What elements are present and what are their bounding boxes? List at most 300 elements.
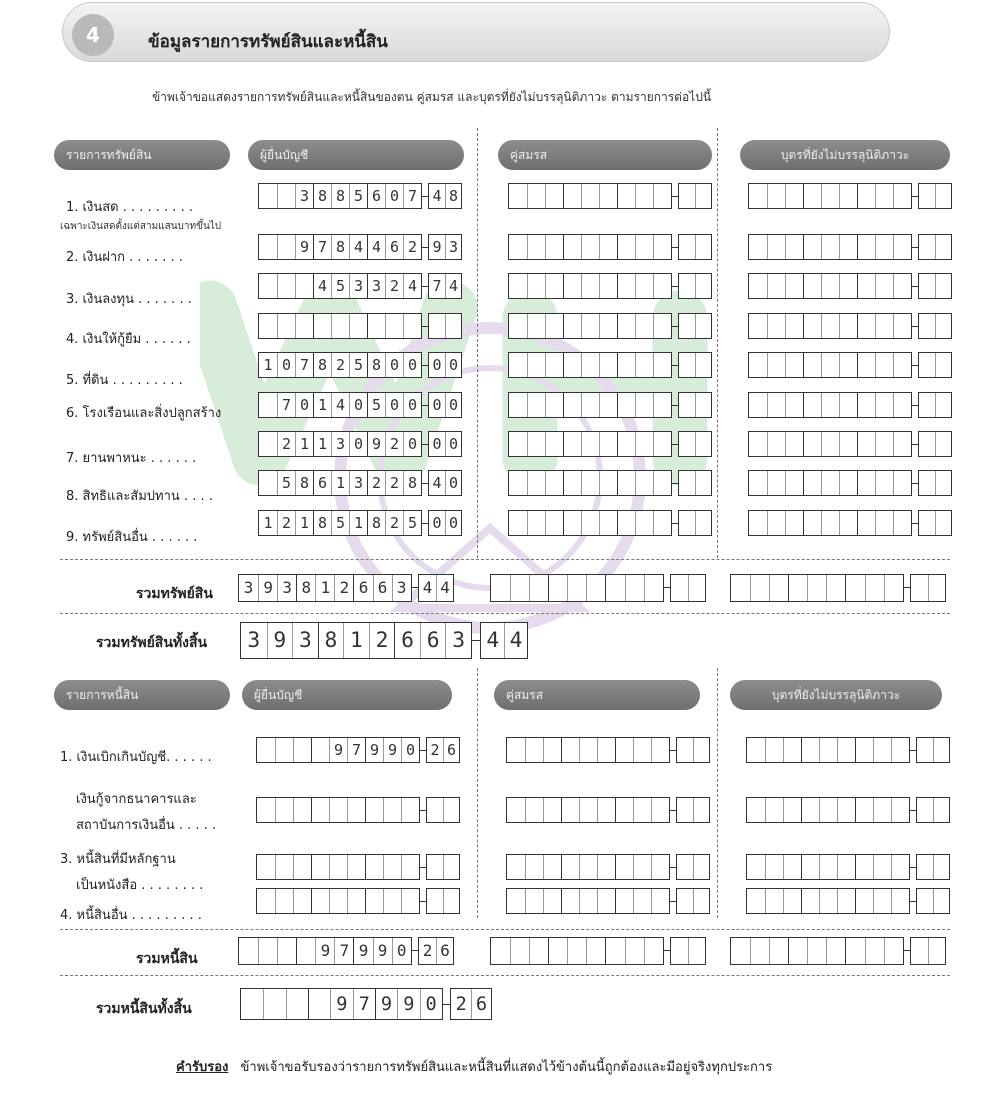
satang-digit-boxes[interactable] xyxy=(426,854,460,880)
digit-cell xyxy=(653,393,671,417)
baht-digit-boxes[interactable] xyxy=(258,234,422,260)
digit-cell xyxy=(509,511,527,535)
digit-cell xyxy=(837,738,855,762)
satang-digit-boxes[interactable] xyxy=(918,273,952,299)
digit-cell: 4 xyxy=(432,474,442,492)
satang-digit-boxes[interactable] xyxy=(428,431,462,457)
spouse-liabilities-total[interactable] xyxy=(490,937,706,965)
baht-digit-boxes[interactable] xyxy=(508,273,672,299)
baht-digit-boxes[interactable] xyxy=(730,937,904,965)
digit-cell xyxy=(365,889,383,913)
liabilities-grand-total-label: รวมหนี้สินทั้งสิ้น xyxy=(96,1001,192,1017)
filer-liabilities-total[interactable] xyxy=(238,937,454,965)
digit-cell xyxy=(347,855,365,879)
liability-row-label: 4. หนี้สินอื่น . . . . . . . . . xyxy=(60,908,202,923)
baht-digit-boxes[interactable] xyxy=(256,888,420,914)
digit-cell xyxy=(561,798,579,822)
digit-cell xyxy=(677,855,693,879)
digit-cell xyxy=(597,798,615,822)
filer-liability-amount[interactable] xyxy=(256,854,460,880)
digit-cell xyxy=(257,798,275,822)
digit-cell xyxy=(677,798,693,822)
satang-digit-boxes[interactable] xyxy=(428,313,462,339)
satang-digit-boxes[interactable] xyxy=(678,352,712,378)
spouse-liability-amount[interactable] xyxy=(506,737,710,763)
filer-liability-amount[interactable] xyxy=(256,797,460,823)
spouse-asset-amount[interactable] xyxy=(508,273,712,299)
satang-digit-boxes[interactable] xyxy=(676,888,710,914)
digit-cell xyxy=(873,855,891,879)
assets-col-children: บุตรที่ยังไม่บรรลุนิติภาวะ xyxy=(740,140,950,170)
digit-cell xyxy=(510,575,529,601)
baht-digit-boxes[interactable] xyxy=(508,183,672,209)
digit-cell xyxy=(747,798,765,822)
spouse-liability-amount[interactable] xyxy=(506,797,710,823)
baht-digit-boxes[interactable] xyxy=(748,352,912,378)
certification-text: ข้าพเจ้าขอรับรองว่ารายการทรัพย์สินและหนี้สินที่แสดงไว้ข้างต้นนี้ถูกต้องและมีอยู่จริงทุกประการ xyxy=(240,1060,773,1075)
digit-cell xyxy=(688,575,705,601)
baht-digit-boxes[interactable] xyxy=(746,888,910,914)
baht-digit-boxes[interactable] xyxy=(506,888,670,914)
satang-digit-boxes[interactable] xyxy=(918,183,952,209)
satang-digit-boxes[interactable] xyxy=(916,797,950,823)
digit-cell xyxy=(277,314,295,338)
digit-cell: 5 xyxy=(331,511,349,535)
digit-cell xyxy=(563,184,581,208)
children-asset-amount[interactable] xyxy=(748,352,952,378)
filer-asset-amount[interactable] xyxy=(258,273,462,299)
baht-digit-boxes[interactable] xyxy=(508,352,672,378)
satang-digit-boxes[interactable] xyxy=(676,854,710,880)
digit-cell xyxy=(807,575,826,601)
baht-digit-boxes[interactable] xyxy=(490,937,664,965)
assets-grand-total[interactable] xyxy=(240,622,528,659)
filer-asset-amount[interactable] xyxy=(258,352,462,378)
digit-cell: 5 xyxy=(349,353,367,377)
spouse-assets-total[interactable] xyxy=(490,574,706,602)
digit-cell: 8 xyxy=(318,623,344,658)
digit-cell xyxy=(383,889,401,913)
satang-digit-boxes[interactable] xyxy=(428,510,462,536)
digit-cell: 0 xyxy=(385,353,403,377)
digit-cell xyxy=(875,274,893,298)
digit-cell xyxy=(785,314,803,338)
digit-cell xyxy=(783,889,801,913)
digit-cell xyxy=(919,471,935,495)
baht-digit-boxes[interactable] xyxy=(748,183,912,209)
baht-digit-boxes[interactable] xyxy=(506,737,670,763)
satang-digit-boxes[interactable] xyxy=(418,937,454,965)
spouse-asset-amount[interactable] xyxy=(508,183,712,209)
baht-digit-boxes[interactable] xyxy=(748,431,912,457)
satang-digit-boxes[interactable] xyxy=(426,888,460,914)
filer-asset-amount[interactable] xyxy=(258,431,462,457)
baht-digit-boxes[interactable] xyxy=(748,313,912,339)
digit-cell: 3 xyxy=(349,274,367,298)
digit-cell xyxy=(893,274,911,298)
satang-digit-boxes[interactable] xyxy=(678,392,712,418)
digit-cell: 0 xyxy=(403,353,421,377)
satang-digit-boxes[interactable] xyxy=(910,937,946,965)
baht-digit-boxes[interactable] xyxy=(748,510,912,536)
spouse-asset-amount[interactable] xyxy=(508,313,712,339)
digit-cell xyxy=(671,938,688,964)
baht-digit-boxes[interactable] xyxy=(508,234,672,260)
digit-cell xyxy=(855,798,873,822)
digit-cell xyxy=(919,235,935,259)
children-asset-amount[interactable] xyxy=(748,234,952,260)
children-asset-amount[interactable] xyxy=(748,392,952,418)
baht-digit-boxes[interactable] xyxy=(258,273,422,299)
digit-cell xyxy=(935,432,951,456)
baht-digit-boxes[interactable] xyxy=(240,988,443,1020)
baht-digit-boxes[interactable] xyxy=(256,797,420,823)
digit-cell xyxy=(679,314,695,338)
satang-digit-boxes[interactable] xyxy=(426,797,460,823)
digit-cell: 9 xyxy=(383,738,401,762)
digit-cell: 4 xyxy=(486,627,500,653)
digit-cell xyxy=(615,798,633,822)
children-asset-amount[interactable] xyxy=(748,183,952,209)
digit-cell xyxy=(563,471,581,495)
asset-row-label: 3. เงินลงทุน . . . . . . . xyxy=(66,292,192,307)
digit-cell xyxy=(819,889,837,913)
digit-cell xyxy=(893,511,911,535)
digit-cell xyxy=(873,798,891,822)
digit-cell xyxy=(839,314,857,338)
baht-digit-boxes[interactable] xyxy=(258,431,422,457)
digit-cell xyxy=(561,855,579,879)
digit-cell xyxy=(911,575,928,601)
digit-cell xyxy=(893,393,911,417)
digit-cell xyxy=(581,235,599,259)
digit-cell xyxy=(241,989,263,1019)
satang-digit-boxes[interactable] xyxy=(918,470,952,496)
digit-cell xyxy=(747,738,765,762)
digit-cell xyxy=(365,855,383,879)
digit-cell: 4 xyxy=(313,274,331,298)
digit-cell xyxy=(545,393,563,417)
children-asset-amount[interactable] xyxy=(748,273,952,299)
filer-asset-amount[interactable] xyxy=(258,392,462,418)
digit-cell xyxy=(875,314,893,338)
spouse-asset-amount[interactable] xyxy=(508,510,712,536)
digit-cell xyxy=(633,889,651,913)
digit-cell: 5 xyxy=(367,393,385,417)
digit-cell xyxy=(365,798,383,822)
digit-cell xyxy=(875,471,893,495)
digit-cell: 7 xyxy=(347,738,365,762)
digit-cell xyxy=(765,855,783,879)
spouse-asset-amount[interactable] xyxy=(508,392,712,418)
digit-cell xyxy=(839,393,857,417)
children-asset-amount[interactable] xyxy=(748,470,952,496)
digit-cell xyxy=(651,798,669,822)
spouse-asset-amount[interactable] xyxy=(508,431,712,457)
baht-digit-boxes[interactable] xyxy=(508,431,672,457)
digit-cell xyxy=(615,855,633,879)
digit-cell: 2 xyxy=(334,575,353,601)
digit-cell xyxy=(749,274,767,298)
satang-digit-boxes[interactable] xyxy=(676,797,710,823)
filer-asset-amount[interactable] xyxy=(258,234,462,260)
children-liability-amount[interactable] xyxy=(746,737,950,763)
satang-digit-boxes[interactable] xyxy=(676,737,710,763)
digit-cell xyxy=(857,353,875,377)
digit-cell xyxy=(873,889,891,913)
digit-cell xyxy=(293,738,311,762)
baht-digit-boxes[interactable] xyxy=(258,510,422,536)
digit-cell: 2 xyxy=(331,353,349,377)
asset-row-label: 4. เงินให้กู้ยืม . . . . . . xyxy=(66,332,191,347)
baht-digit-boxes[interactable] xyxy=(506,797,670,823)
baht-digit-boxes[interactable] xyxy=(746,797,910,823)
satang-digit-boxes[interactable] xyxy=(916,888,950,914)
digit-cell xyxy=(935,393,951,417)
baht-digit-boxes[interactable] xyxy=(238,937,412,965)
satang-digit-boxes[interactable] xyxy=(678,431,712,457)
satang-digit-boxes[interactable] xyxy=(678,470,712,496)
column-divider xyxy=(717,128,718,558)
assets-grand-total-label: รวมทรัพย์สินทั้งสิ้น xyxy=(96,635,208,651)
digit-cell xyxy=(857,432,875,456)
baht-digit-boxes[interactable] xyxy=(508,510,672,536)
satang-digit-boxes[interactable] xyxy=(678,234,712,260)
baht-digit-boxes[interactable] xyxy=(258,392,422,418)
baht-digit-boxes[interactable] xyxy=(730,574,904,602)
baht-digit-boxes[interactable] xyxy=(748,234,912,260)
children-liability-amount[interactable] xyxy=(746,854,950,880)
satang-digit-boxes[interactable] xyxy=(428,470,462,496)
satang-digit-boxes[interactable] xyxy=(678,273,712,299)
digit-cell xyxy=(579,855,597,879)
baht-digit-boxes[interactable] xyxy=(506,854,670,880)
satang-digit-boxes[interactable] xyxy=(916,854,950,880)
digit-cell xyxy=(695,314,711,338)
spouse-asset-amount[interactable] xyxy=(508,352,712,378)
satang-digit-boxes[interactable] xyxy=(918,392,952,418)
satang-digit-boxes[interactable] xyxy=(678,313,712,339)
digit-cell xyxy=(403,314,421,338)
section-number: 4 xyxy=(72,14,114,56)
satang-digit-boxes[interactable] xyxy=(428,234,462,260)
digit-cell xyxy=(839,235,857,259)
digit-cell xyxy=(548,575,567,601)
satang-digit-boxes[interactable] xyxy=(450,988,492,1020)
digit-cell: 4 xyxy=(445,274,461,298)
digit-cell xyxy=(579,889,597,913)
digit-cell xyxy=(635,393,653,417)
satang-digit-boxes[interactable] xyxy=(918,431,952,457)
satang-digit-boxes[interactable] xyxy=(480,622,527,659)
children-liabilities-total[interactable] xyxy=(730,937,946,965)
digit-cell: 7 xyxy=(277,393,295,417)
digit-cell xyxy=(529,575,548,601)
digit-cell xyxy=(259,393,277,417)
spouse-asset-amount[interactable] xyxy=(508,470,712,496)
digit-cell: 6 xyxy=(394,623,420,658)
digit-cell xyxy=(935,274,951,298)
filer-asset-amount[interactable] xyxy=(258,313,462,339)
digit-cell: 8 xyxy=(313,184,331,208)
baht-digit-boxes[interactable] xyxy=(748,392,912,418)
baht-digit-boxes[interactable] xyxy=(258,183,422,209)
digit-cell xyxy=(917,798,933,822)
satang-digit-boxes[interactable] xyxy=(418,574,454,602)
digit-cell xyxy=(821,511,839,535)
digit-cell xyxy=(819,855,837,879)
digit-cell xyxy=(347,798,365,822)
baht-digit-boxes[interactable] xyxy=(748,470,912,496)
digit-cell xyxy=(803,235,821,259)
children-asset-amount[interactable] xyxy=(748,431,952,457)
digit-cell xyxy=(597,855,615,879)
satang-digit-boxes[interactable] xyxy=(428,352,462,378)
digit-cell xyxy=(917,855,933,879)
digit-cell xyxy=(543,855,561,879)
digit-cell: 6 xyxy=(471,989,491,1019)
digit-cell: 9 xyxy=(365,738,383,762)
baht-digit-boxes[interactable] xyxy=(508,392,672,418)
digit-cell xyxy=(599,511,617,535)
digit-cell xyxy=(563,393,581,417)
baht-digit-boxes[interactable] xyxy=(748,273,912,299)
satang-digit-boxes[interactable] xyxy=(918,313,952,339)
baht-digit-boxes[interactable] xyxy=(746,854,910,880)
digit-cell xyxy=(769,575,788,601)
digit-cell xyxy=(617,235,635,259)
digit-cell xyxy=(747,855,765,879)
satang-digit-boxes[interactable] xyxy=(670,574,706,602)
satang-digit-boxes[interactable] xyxy=(678,183,712,209)
spouse-liability-amount[interactable] xyxy=(506,888,710,914)
satang-digit-boxes[interactable] xyxy=(428,392,462,418)
digit-cell xyxy=(275,855,293,879)
digit-cell xyxy=(617,184,635,208)
spouse-asset-amount[interactable] xyxy=(508,234,712,260)
satang-digit-boxes[interactable] xyxy=(428,183,462,209)
liability-row-label: 3. หนี้สินที่มีหลักฐาน xyxy=(60,852,176,867)
digit-cell xyxy=(427,889,443,913)
baht-digit-boxes[interactable] xyxy=(240,622,472,659)
digit-cell xyxy=(750,938,769,964)
filer-asset-amount[interactable] xyxy=(258,183,462,209)
digit-cell xyxy=(693,855,709,879)
digit-cell xyxy=(893,314,911,338)
digit-cell: 9 xyxy=(267,623,293,658)
satang-digit-boxes[interactable] xyxy=(678,510,712,536)
satang-digit-boxes[interactable] xyxy=(910,574,946,602)
baht-digit-boxes[interactable] xyxy=(256,737,420,763)
digit-cell xyxy=(695,471,711,495)
certification xyxy=(176,1056,772,1077)
satang-digit-boxes[interactable] xyxy=(670,937,706,965)
satang-digit-boxes[interactable] xyxy=(918,510,952,536)
digit-cell xyxy=(893,235,911,259)
baht-digit-boxes[interactable] xyxy=(508,313,672,339)
children-asset-amount[interactable] xyxy=(748,313,952,339)
digit-cell xyxy=(581,314,599,338)
digit-cell xyxy=(445,314,461,338)
filer-liability-amount[interactable] xyxy=(256,737,460,763)
digit-cell xyxy=(605,938,624,964)
children-assets-total[interactable] xyxy=(730,574,946,602)
satang-digit-boxes[interactable] xyxy=(426,737,460,763)
digit-cell xyxy=(545,314,563,338)
baht-digit-boxes[interactable] xyxy=(256,854,420,880)
digit-cell xyxy=(785,353,803,377)
digit-cell xyxy=(545,184,563,208)
digit-cell xyxy=(443,889,459,913)
digit-cell xyxy=(653,511,671,535)
baht-digit-boxes[interactable] xyxy=(258,313,422,339)
digit-cell xyxy=(543,798,561,822)
asset-row-label: 9. ทรัพย์สินอื่น . . . . . . xyxy=(66,530,198,545)
digit-cell xyxy=(933,889,949,913)
digit-cell xyxy=(579,738,597,762)
digit-cell xyxy=(677,738,693,762)
liabilities-grand-total[interactable] xyxy=(240,988,492,1020)
digit-cell xyxy=(651,855,669,879)
digit-cell: 4 xyxy=(504,623,527,658)
baht-digit-boxes[interactable] xyxy=(258,470,422,496)
filer-liability-amount[interactable] xyxy=(256,888,460,914)
digit-cell xyxy=(749,353,767,377)
digit-cell xyxy=(933,798,949,822)
digit-cell: 1 xyxy=(331,471,349,495)
digit-cell xyxy=(599,393,617,417)
digit-cell xyxy=(767,393,785,417)
digit-cell: 4 xyxy=(403,274,421,298)
digit-cell: 9 xyxy=(432,238,442,256)
section-separator xyxy=(60,613,950,614)
baht-digit-boxes[interactable] xyxy=(490,574,664,602)
asset-row-label: 1. เงินสด . . . . . . . . . xyxy=(66,200,193,215)
filer-assets-total[interactable] xyxy=(238,574,454,602)
baht-digit-boxes[interactable] xyxy=(508,470,672,496)
digit-cell xyxy=(893,184,911,208)
filer-asset-amount[interactable] xyxy=(258,470,462,496)
filer-asset-amount[interactable] xyxy=(258,510,462,536)
digit-cell xyxy=(644,575,663,601)
children-asset-amount[interactable] xyxy=(748,510,952,536)
digit-cell xyxy=(749,184,767,208)
digit-cell: 8 xyxy=(331,235,349,259)
digit-cell: 3 xyxy=(445,623,471,658)
digit-cell xyxy=(581,511,599,535)
digit-cell xyxy=(545,432,563,456)
digit-cell: 1 xyxy=(263,356,273,374)
baht-digit-boxes[interactable] xyxy=(258,352,422,378)
satang-digit-boxes[interactable] xyxy=(918,352,952,378)
satang-digit-boxes[interactable] xyxy=(428,273,462,299)
satang-digit-boxes[interactable] xyxy=(916,737,950,763)
digit-cell: 8 xyxy=(403,471,421,495)
children-liability-amount[interactable] xyxy=(746,888,950,914)
digit-cell xyxy=(331,314,349,338)
digit-cell xyxy=(821,432,839,456)
digit-cell xyxy=(821,471,839,495)
spouse-liability-amount[interactable] xyxy=(506,854,710,880)
satang-digit-boxes[interactable] xyxy=(918,234,952,260)
children-liability-amount[interactable] xyxy=(746,797,950,823)
digit-cell xyxy=(277,938,296,964)
baht-digit-boxes[interactable] xyxy=(238,574,412,602)
baht-digit-boxes[interactable] xyxy=(746,737,910,763)
digit-cell xyxy=(563,432,581,456)
digit-cell: 9 xyxy=(315,938,334,964)
digit-cell xyxy=(749,314,767,338)
